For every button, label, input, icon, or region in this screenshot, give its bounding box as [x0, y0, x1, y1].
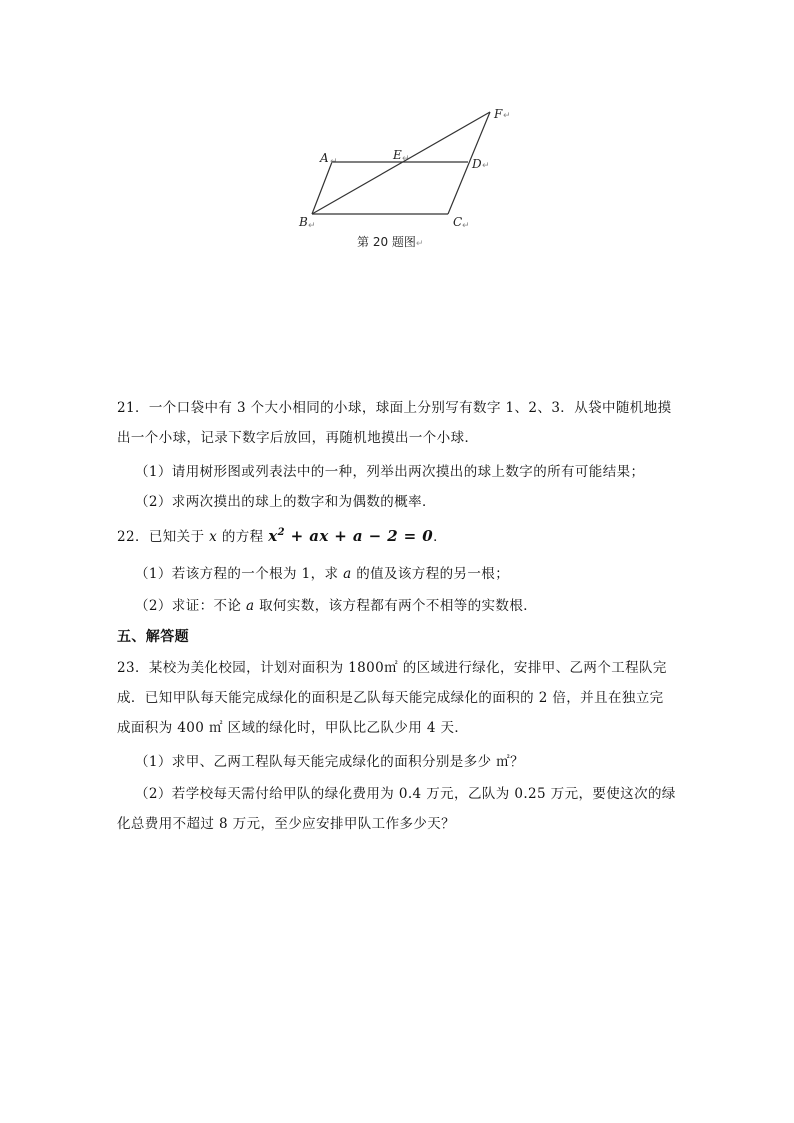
segment-AB [312, 162, 332, 214]
section-heading: 五、解答题 [117, 629, 189, 645]
q22-sub1-var: a [343, 566, 352, 582]
segment-BF [312, 112, 490, 214]
point-label-A: A [320, 151, 329, 165]
q22-subquestion-1 [135, 562, 509, 582]
q22-sub1-b: 的值及该方程的另一根； [351, 566, 510, 582]
return-mark: ↵ [402, 154, 410, 164]
figure-caption-text: 第 20 题图 [357, 235, 416, 249]
equation-exponent: 2 [277, 527, 285, 538]
q22-prefix: 22．已知关于 [117, 529, 210, 545]
q22-sub2-b: 取何实数，该方程都有两个不相等的实数根． [254, 598, 538, 614]
return-mark: ↵ [415, 239, 424, 249]
point-label-C: C [453, 215, 463, 229]
q23-subquestion-2-line-1: （2）若学校每天需付给甲队的绿化费用为 0.4 万元，乙队为 0.25 万元，要使这次的绿 [135, 786, 676, 802]
q23-subquestion-1: （1）求甲、乙两工程队每天能完成绿化的面积分别是多少 ㎡？ [135, 754, 524, 770]
point-label-E: E [393, 148, 402, 162]
q22-stem [117, 525, 447, 545]
equation-base: x [268, 527, 278, 545]
q23-line-2: 成．已知甲队每天能完成绿化的面积是乙队每天能完成绿化的面积的 2 倍，并且在独立完 [117, 690, 664, 706]
equation-rest: + ax + a − 2 = 0 [284, 527, 434, 545]
return-mark: ↵ [330, 157, 338, 167]
q23-subquestion-2-line-2: 化总费用不超过 8 万元，至少应安排甲队工作多少天？ [117, 816, 456, 832]
q23-line-3: 成面积为 400 ㎡ 区域的绿化时，甲队比乙队少用 4 天． [117, 720, 469, 736]
figure-caption [357, 233, 423, 250]
q22-sub2-a: （2）求证：不论 [135, 598, 246, 614]
q22-equation [268, 527, 433, 545]
q21-subquestion-2: （2）求两次摸出的球上的数字和为偶数的概率． [135, 494, 436, 510]
q21-line-2: 出一个小球，记录下数字后放回，再随机地摸出一个小球． [117, 430, 479, 446]
q22-mid: 的方程 [217, 529, 269, 545]
return-mark: ↵ [503, 111, 511, 121]
q23-line-1: 23．某校为美化校园，计划对面积为 1800㎡ 的区域进行绿化，安排甲、乙两个工程队完 [117, 660, 667, 676]
q22-suffix: ． [433, 529, 447, 545]
q22-sub2-var: a [245, 598, 255, 614]
point-label-D: D [472, 157, 482, 171]
q21-subquestion-1: （1）请用树形图或列表法中的一种，列举出两次摸出的球上数字的所有可能结果； [135, 464, 645, 480]
return-mark: ↵ [462, 221, 470, 231]
q22-variable-x: x [209, 529, 218, 545]
return-mark: ↵ [308, 221, 316, 231]
q22-subquestion-2 [135, 594, 537, 614]
q21-line-1: 21．一个口袋中有 3 个大小相同的小球，球面上分别写有数字 1、2、3．从袋中随机地摸 [117, 400, 672, 416]
point-label-F: F [494, 107, 503, 121]
return-mark: ↵ [482, 161, 490, 171]
q22-sub1-a: （1）若该方程的一个根为 1，求 [135, 566, 344, 582]
point-label-B: B [299, 215, 308, 229]
